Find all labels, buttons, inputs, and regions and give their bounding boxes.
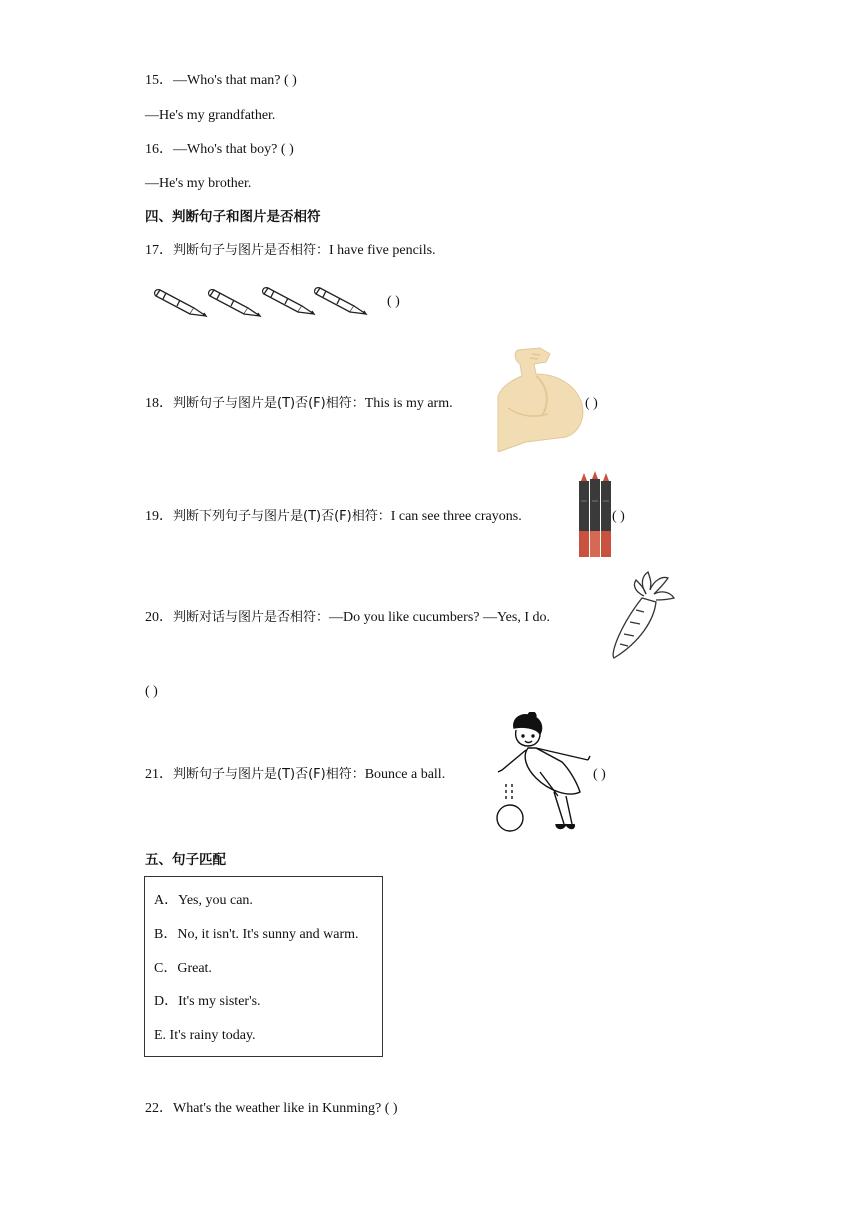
question-sentence: —Do you like cucumbers? —Yes, I do. (329, 610, 551, 625)
question-number: 22． (145, 1101, 173, 1116)
option-d: D．It's my sister's. (154, 994, 261, 1009)
question-sentence: This is my arm. (364, 396, 453, 411)
option-e: E. It's rainy today. (154, 1028, 256, 1043)
question-instruction: 判断句子与图片是(T)否(F)相符： (173, 396, 365, 411)
answer-blank-21[interactable]: ( ) (593, 767, 606, 782)
options-box (144, 876, 383, 1057)
question-sentence: I can see three crayons. (390, 509, 522, 524)
section-5-heading: 五、句子匹配 (145, 852, 226, 868)
section-4-heading: 四、判断句子和图片是否相符 (145, 209, 321, 225)
question-15-answer: —He's my grandfather. (145, 108, 276, 123)
answer-blank[interactable]: ( ) (280, 142, 294, 157)
question-instruction: 判断下列句子与图片是(T)否(F)相符： (173, 509, 391, 524)
arm-icon (496, 346, 586, 457)
question-16-answer: —He's my brother. (145, 176, 252, 191)
question-number: 16． (145, 142, 173, 157)
question-15 (145, 72, 297, 90)
answer-blank[interactable]: ( ) (284, 73, 297, 88)
option-a: A．Yes, you can. (154, 893, 253, 908)
question-17 (145, 242, 436, 260)
question-16 (145, 141, 294, 159)
answer-blank-18[interactable]: ( ) (585, 396, 598, 411)
answer-blank-17[interactable]: ( ) (387, 294, 400, 309)
question-instruction: 判断句子与图片是否相符： (173, 243, 330, 258)
question-number: 21． (145, 767, 173, 782)
pencils-icon (150, 276, 382, 327)
answer-blank[interactable]: ( ) (384, 1101, 398, 1116)
question-22 (145, 1100, 398, 1118)
question-21 (145, 766, 445, 784)
question-prompt: What's the weather like in Kunming? (173, 1101, 382, 1116)
question-sentence: Bounce a ball. (364, 767, 446, 782)
question-instruction: 判断句子与图片是(T)否(F)相符： (173, 767, 365, 782)
question-number: 20． (145, 610, 173, 625)
answer-blank-19[interactable]: ( ) (612, 509, 625, 524)
option-c: C．Great. (154, 961, 212, 976)
question-number: 18． (145, 396, 173, 411)
answer-blank-20[interactable]: ( ) (145, 684, 158, 699)
girl-ball-icon (492, 712, 592, 841)
question-number: 19． (145, 509, 173, 524)
carrot-icon (606, 570, 676, 665)
question-number: 17． (145, 243, 173, 258)
question-19 (145, 508, 522, 526)
option-b: B．No, it isn't. It's sunny and warm. (154, 927, 359, 942)
question-18 (145, 395, 453, 413)
question-prompt: —Who's that boy? (173, 142, 278, 157)
question-20 (145, 609, 550, 627)
crayons-icon (576, 471, 614, 564)
question-instruction: 判断对话与图片是否相符： (173, 610, 330, 625)
question-prompt: —Who's that man? (173, 73, 281, 88)
question-number: 15． (145, 73, 173, 88)
question-sentence: I have five pencils. (329, 243, 436, 258)
